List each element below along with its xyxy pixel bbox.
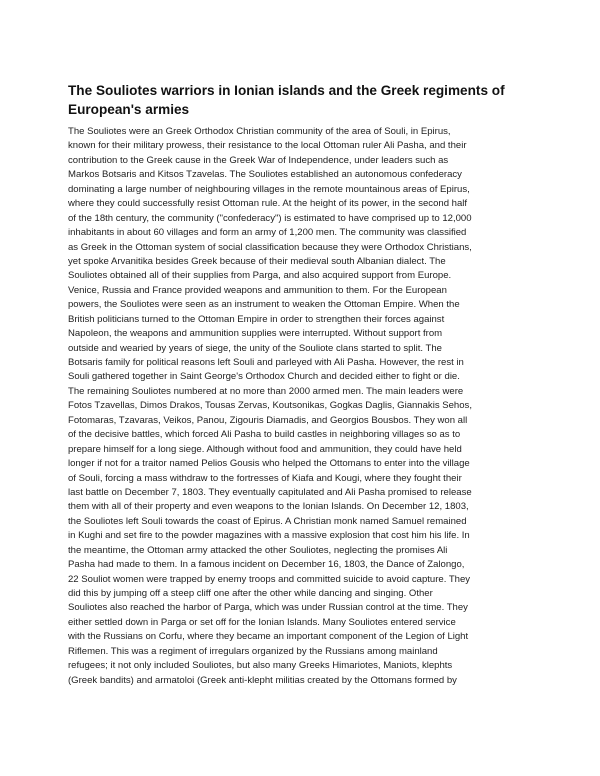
body-text-line: Venice, Russia and France provided weapons and ammunition to them. For the European [68,284,447,296]
body-text-line: British politicians turned to the Ottoman Empire in order to strengthen their forces against [68,313,445,325]
body-text-line: as Greek in the Ottoman system of social classification because they were Orthodox Christians, [68,241,472,253]
body-text-line: with the Russians on Corfu, where they became an important component of the Legion of Light [68,631,469,643]
body-text-line: Souli gathered together in Saint George's Orthodox Church and decided either to fight or die. [68,371,460,383]
body-text-line: Napoleon, the weapons and ammunition supplies were interrupted. Without support from [68,328,443,340]
body-text-line: of the decisive battles, which forced Ali Pasha to build castles in neighboring villages so as to [68,429,461,441]
body-text-line: in Kughi and set fire to the powder magazines with a massive explosion that cost him his life. In [68,530,470,542]
body-text-line: Souliotes obtained all of their supplies from Parga, and also acquired support from Europe. [68,270,452,282]
body-text-line: outside and wearied by years of siege, the unity of the Souliote clans started to split. The [68,342,442,354]
body-text-line: did this by jumping off a steep cliff one after the other while dancing and singing. Other [68,588,433,599]
body-text-line: Markos Botsaris and Kitsos Tzavelas. The Souliotes established an autonomous confederacy [68,169,462,181]
body-text-line: the meantime, the Ottoman army attacked the other Souliotes, neglecting the promises Ali [68,544,448,556]
body-text-line: (Greek bandits) and armatoloi (Greek anti-klepht militias created by the Ottomans formed by [68,674,457,686]
body-text-line: them with all of their property and even weapons to the Ionian Islands. On December 12, 1803, [68,501,469,513]
document-title-line-2: European's armies [68,101,190,117]
body-text-line: longer if not for a traitor named Pelios Gousis who helped the Ottomans to enter into the village [68,458,470,470]
body-text-line: powers, the Souliotes were seen as an instrument to weaken the Ottoman Empire. When the [68,299,460,311]
body-text-line: where they could successfully resist Ottoman rule. At the height of its power, in the second half [68,198,468,210]
body-text-line: The remaining Souliotes numbered at no more than 2000 armed men. The main leaders were [68,385,464,397]
body-text-line: Riflemen. This was a regiment of irregulars organized by the Russians among mainland [68,645,438,657]
body-text-line: known for their military prowess, their resistance to the local Ottoman ruler Ali Pasha, and their [68,140,467,152]
body-text-line: either settled down in Parga or set off for the Ionian Islands. Many Souliotes entered service [68,616,456,628]
body-text-line: Fotomaras, Tzavaras, Veikos, Panou, Zigouris Diamadis, and Georgios Bousbos. They won all [68,414,468,426]
body-text-line: contribution to the Greek cause in the Greek War of Independence, under leaders such as [68,154,449,166]
body-text-line: the Souliotes left Souli towards the coast of Epirus. A Christian monk named Samuel remained [68,515,467,527]
body-text-line: last battle on December 7, 1803. They eventually capitulated and Ali Pasha promised to release [68,486,472,498]
body-text-line: dominating a large number of neighbouring villages in the remote mountainous areas of Epirus, [68,183,470,195]
body-text-line: yet spoke Arvanitika besides Greek because of their medieval south Albanian dialect. The [68,255,446,267]
body-text-line: of the 18th century, the community ("confederacy") is estimated to have comprised up to 12,000 [68,212,472,224]
body-text-line: Fotos Tzavellas, Dimos Drakos, Tousas Zervas, Koutsonikas, Gogkas Daglis, Giannakis Sehos, [68,400,472,412]
body-text-line: The Souliotes were an Greek Orthodox Christian community of the area of Souli, in Epirus, [68,126,451,137]
body-text-line: Pasha had made to them. In a famous incident on December 16, 1803, the Dance of Zalongo, [68,559,465,571]
body-text-line: 22 Souliot women were trapped by enemy troops and committed suicide to avoid capture. They [68,573,471,585]
body-text-line: prepare himself for a long siege. Although without food and ammunition, they could have held [68,443,462,455]
body-text-line: Souliotes also reached the harbor of Parga, which was under Russian control at the time. They [68,602,468,614]
document-body-paragraph [68,125,538,688]
document-title-line-1: The Souliotes warriors in Ionian islands and the Greek regiments of [68,83,505,98]
body-text-line: Botsaris family for political reasons left Souli and parleyed with Ali Pasha. However, the rest in [68,357,464,368]
body-text-line: inhabitants in about 60 villages and form an army of 1,200 men. The community was classified [68,227,467,239]
document-title [68,82,538,119]
body-text-line: of Souli, forcing a mass withdraw to the fortresses of Kiafa and Kougi, where they fought their [68,472,462,484]
body-text-line: refugees; it not only included Souliotes, but also many Greeks Himariotes, Maniots, klephts [68,660,453,672]
